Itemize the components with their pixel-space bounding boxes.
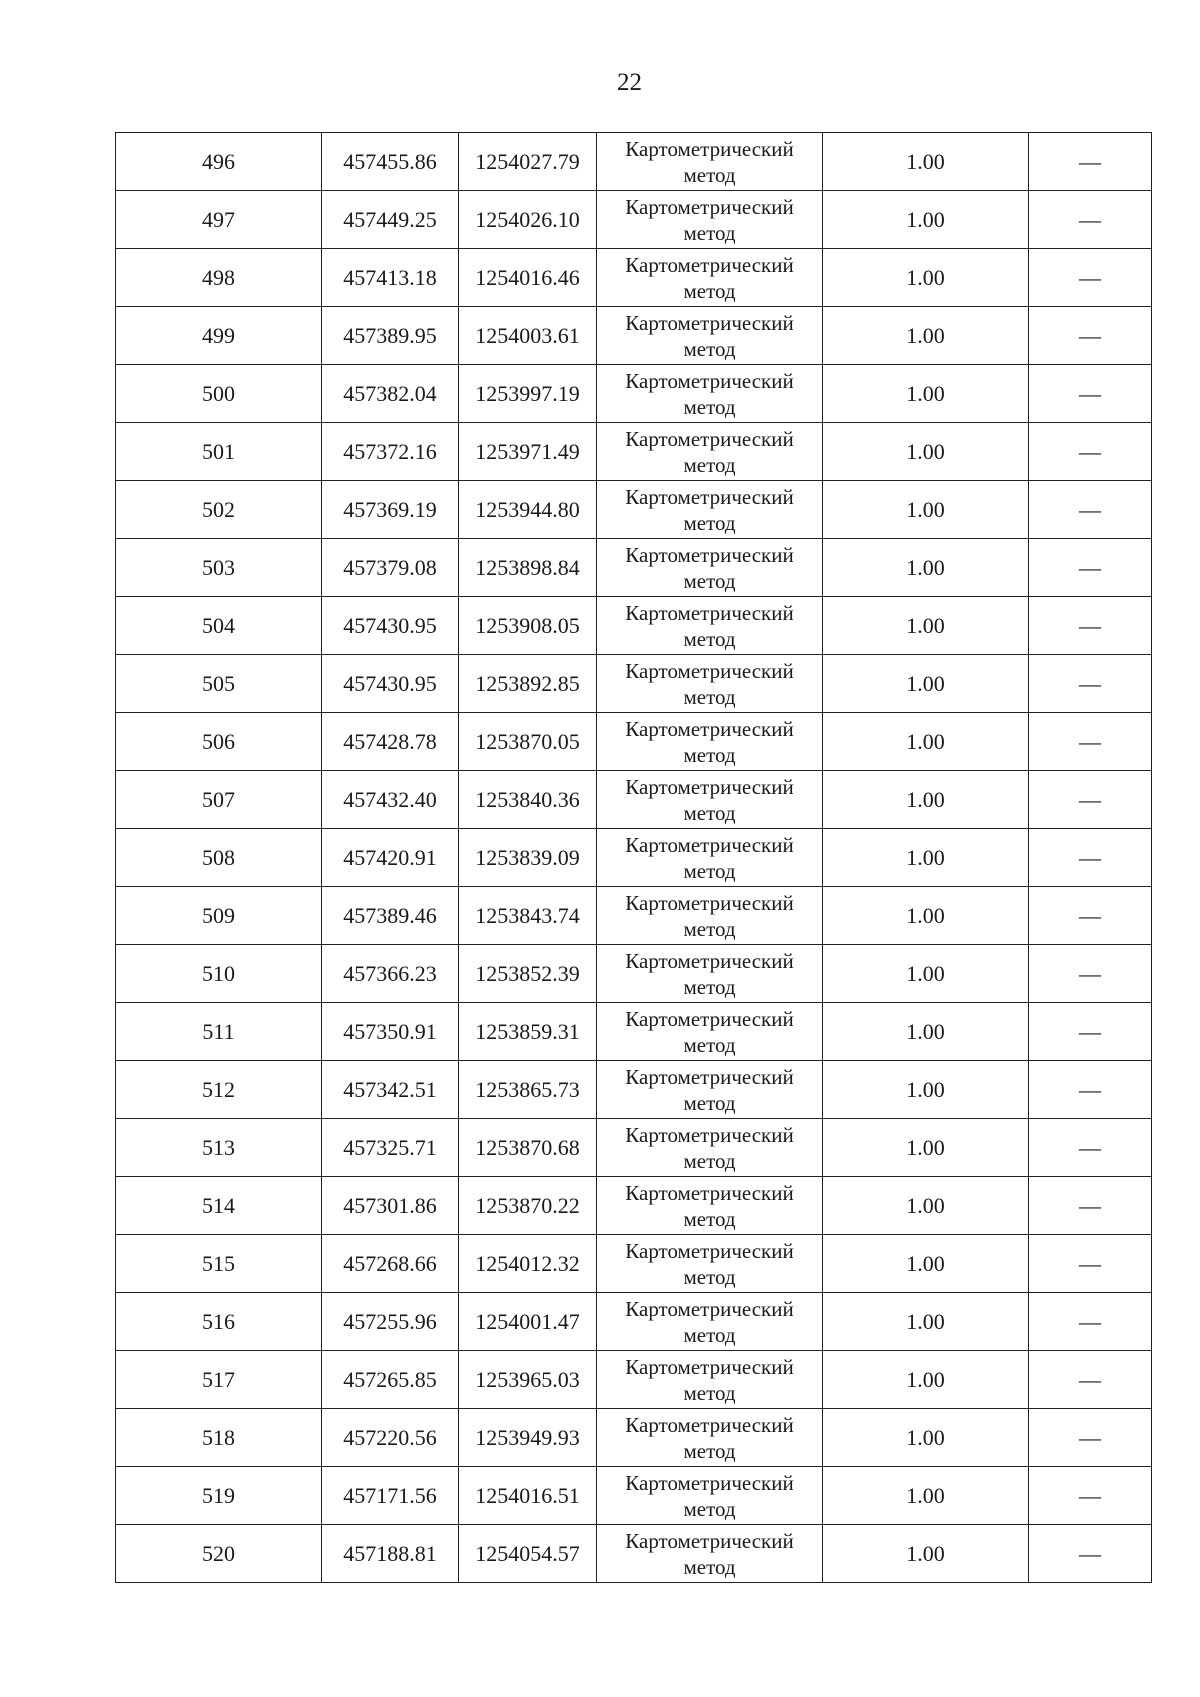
description-cell: — bbox=[1029, 249, 1152, 307]
description-cell: — bbox=[1029, 1467, 1152, 1525]
method-cell bbox=[597, 713, 823, 771]
method-cell bbox=[597, 1177, 823, 1235]
method-line-2: метод bbox=[683, 510, 736, 535]
y-coordinate-cell: 1254054.57 bbox=[459, 1525, 597, 1583]
method-cell bbox=[597, 133, 823, 191]
accuracy-cell: 1.00 bbox=[823, 713, 1029, 771]
y-coordinate-cell: 1254016.46 bbox=[459, 249, 597, 307]
y-coordinate-cell: 1253852.39 bbox=[459, 945, 597, 1003]
method-line-1: Картометрический bbox=[625, 832, 794, 857]
method-line-1: Картометрический bbox=[625, 1412, 794, 1437]
description-cell: — bbox=[1029, 1061, 1152, 1119]
point-number-cell: 507 bbox=[116, 771, 322, 829]
x-coordinate-cell: 457389.95 bbox=[322, 307, 459, 365]
table-row bbox=[116, 133, 1152, 191]
method-line-1: Картометрический bbox=[625, 1528, 794, 1553]
accuracy-cell: 1.00 bbox=[823, 1293, 1029, 1351]
table-row bbox=[116, 539, 1152, 597]
accuracy-cell: 1.00 bbox=[823, 655, 1029, 713]
description-cell: — bbox=[1029, 887, 1152, 945]
method-cell bbox=[597, 1293, 823, 1351]
table-row bbox=[116, 481, 1152, 539]
y-coordinate-cell: 1253859.31 bbox=[459, 1003, 597, 1061]
x-coordinate-cell: 457366.23 bbox=[322, 945, 459, 1003]
point-number-cell: 500 bbox=[116, 365, 322, 423]
table-row bbox=[116, 1467, 1152, 1525]
description-cell: — bbox=[1029, 1119, 1152, 1177]
x-coordinate-cell: 457350.91 bbox=[322, 1003, 459, 1061]
description-cell: — bbox=[1029, 1409, 1152, 1467]
y-coordinate-cell: 1253840.36 bbox=[459, 771, 597, 829]
y-coordinate-cell: 1253892.85 bbox=[459, 655, 597, 713]
method-line-2: метод bbox=[683, 974, 736, 999]
coordinates-table bbox=[115, 132, 1152, 1583]
point-number-cell: 509 bbox=[116, 887, 322, 945]
x-coordinate-cell: 457420.91 bbox=[322, 829, 459, 887]
point-number-cell: 503 bbox=[116, 539, 322, 597]
method-line-2: метод bbox=[683, 916, 736, 941]
description-cell: — bbox=[1029, 1525, 1152, 1583]
description-cell: — bbox=[1029, 1235, 1152, 1293]
x-coordinate-cell: 457220.56 bbox=[322, 1409, 459, 1467]
table-row bbox=[116, 597, 1152, 655]
accuracy-cell: 1.00 bbox=[823, 1235, 1029, 1293]
table-row bbox=[116, 423, 1152, 481]
y-coordinate-cell: 1253971.49 bbox=[459, 423, 597, 481]
method-line-2: метод bbox=[683, 1496, 736, 1521]
method-line-2: метод bbox=[683, 1148, 736, 1173]
method-line-1: Картометрический bbox=[625, 1354, 794, 1379]
method-line-1: Картометрический bbox=[625, 1006, 794, 1031]
table-body bbox=[116, 133, 1152, 1583]
description-cell: — bbox=[1029, 307, 1152, 365]
point-number-cell: 510 bbox=[116, 945, 322, 1003]
accuracy-cell: 1.00 bbox=[823, 1351, 1029, 1409]
method-cell bbox=[597, 1409, 823, 1467]
table-row bbox=[116, 829, 1152, 887]
table-row bbox=[116, 191, 1152, 249]
x-coordinate-cell: 457389.46 bbox=[322, 887, 459, 945]
point-number-cell: 520 bbox=[116, 1525, 322, 1583]
method-line-2: метод bbox=[683, 1032, 736, 1057]
point-number-cell: 502 bbox=[116, 481, 322, 539]
accuracy-cell: 1.00 bbox=[823, 423, 1029, 481]
method-line-1: Картометрический bbox=[625, 1180, 794, 1205]
method-line-1: Картометрический bbox=[625, 542, 794, 567]
method-line-2: метод bbox=[683, 1554, 736, 1579]
y-coordinate-cell: 1254001.47 bbox=[459, 1293, 597, 1351]
method-cell bbox=[597, 481, 823, 539]
description-cell: — bbox=[1029, 829, 1152, 887]
accuracy-cell: 1.00 bbox=[823, 945, 1029, 1003]
description-cell: — bbox=[1029, 1003, 1152, 1061]
x-coordinate-cell: 457342.51 bbox=[322, 1061, 459, 1119]
method-line-2: метод bbox=[683, 800, 736, 825]
method-line-2: метод bbox=[683, 858, 736, 883]
point-number-cell: 498 bbox=[116, 249, 322, 307]
method-line-1: Картометрический bbox=[625, 484, 794, 509]
accuracy-cell: 1.00 bbox=[823, 133, 1029, 191]
x-coordinate-cell: 457255.96 bbox=[322, 1293, 459, 1351]
method-cell bbox=[597, 1525, 823, 1583]
point-number-cell: 497 bbox=[116, 191, 322, 249]
description-cell: — bbox=[1029, 713, 1152, 771]
method-cell bbox=[597, 1119, 823, 1177]
description-cell: — bbox=[1029, 1293, 1152, 1351]
accuracy-cell: 1.00 bbox=[823, 365, 1029, 423]
method-line-1: Картометрический bbox=[625, 774, 794, 799]
table-row bbox=[116, 771, 1152, 829]
point-number-cell: 501 bbox=[116, 423, 322, 481]
method-line-2: метод bbox=[683, 1206, 736, 1231]
y-coordinate-cell: 1254016.51 bbox=[459, 1467, 597, 1525]
method-line-2: метод bbox=[683, 336, 736, 361]
point-number-cell: 496 bbox=[116, 133, 322, 191]
method-cell bbox=[597, 1235, 823, 1293]
table-row bbox=[116, 1293, 1152, 1351]
table-row bbox=[116, 655, 1152, 713]
y-coordinate-cell: 1254003.61 bbox=[459, 307, 597, 365]
method-cell bbox=[597, 539, 823, 597]
method-line-2: метод bbox=[683, 452, 736, 477]
method-cell bbox=[597, 945, 823, 1003]
point-number-cell: 519 bbox=[116, 1467, 322, 1525]
point-number-cell: 499 bbox=[116, 307, 322, 365]
accuracy-cell: 1.00 bbox=[823, 1177, 1029, 1235]
method-cell bbox=[597, 771, 823, 829]
point-number-cell: 515 bbox=[116, 1235, 322, 1293]
table-row bbox=[116, 249, 1152, 307]
method-cell bbox=[597, 307, 823, 365]
point-number-cell: 518 bbox=[116, 1409, 322, 1467]
y-coordinate-cell: 1254012.32 bbox=[459, 1235, 597, 1293]
y-coordinate-cell: 1253870.68 bbox=[459, 1119, 597, 1177]
method-cell bbox=[597, 1467, 823, 1525]
x-coordinate-cell: 457432.40 bbox=[322, 771, 459, 829]
description-cell: — bbox=[1029, 771, 1152, 829]
description-cell: — bbox=[1029, 1177, 1152, 1235]
method-line-1: Картометрический bbox=[625, 890, 794, 915]
point-number-cell: 517 bbox=[116, 1351, 322, 1409]
y-coordinate-cell: 1253965.03 bbox=[459, 1351, 597, 1409]
method-line-1: Картометрический bbox=[625, 658, 794, 683]
description-cell: — bbox=[1029, 191, 1152, 249]
method-line-1: Картометрический bbox=[625, 368, 794, 393]
accuracy-cell: 1.00 bbox=[823, 481, 1029, 539]
table-row bbox=[116, 307, 1152, 365]
x-coordinate-cell: 457428.78 bbox=[322, 713, 459, 771]
description-cell: — bbox=[1029, 1351, 1152, 1409]
method-cell bbox=[597, 249, 823, 307]
table-row bbox=[116, 365, 1152, 423]
method-line-1: Картометрический bbox=[625, 1238, 794, 1263]
method-line-2: метод bbox=[683, 162, 736, 187]
method-line-2: метод bbox=[683, 394, 736, 419]
accuracy-cell: 1.00 bbox=[823, 829, 1029, 887]
description-cell: — bbox=[1029, 945, 1152, 1003]
accuracy-cell: 1.00 bbox=[823, 771, 1029, 829]
table-row bbox=[116, 1525, 1152, 1583]
table-row bbox=[116, 713, 1152, 771]
method-cell bbox=[597, 1003, 823, 1061]
method-line-2: метод bbox=[683, 1322, 736, 1347]
description-cell: — bbox=[1029, 655, 1152, 713]
x-coordinate-cell: 457382.04 bbox=[322, 365, 459, 423]
method-cell bbox=[597, 365, 823, 423]
method-line-1: Картометрический bbox=[625, 426, 794, 451]
y-coordinate-cell: 1253843.74 bbox=[459, 887, 597, 945]
x-coordinate-cell: 457372.16 bbox=[322, 423, 459, 481]
y-coordinate-cell: 1253898.84 bbox=[459, 539, 597, 597]
y-coordinate-cell: 1253908.05 bbox=[459, 597, 597, 655]
point-number-cell: 504 bbox=[116, 597, 322, 655]
accuracy-cell: 1.00 bbox=[823, 249, 1029, 307]
method-cell bbox=[597, 191, 823, 249]
y-coordinate-cell: 1253944.80 bbox=[459, 481, 597, 539]
point-number-cell: 508 bbox=[116, 829, 322, 887]
description-cell: — bbox=[1029, 539, 1152, 597]
method-line-1: Картометрический bbox=[625, 136, 794, 161]
method-cell bbox=[597, 597, 823, 655]
method-cell bbox=[597, 1351, 823, 1409]
y-coordinate-cell: 1253839.09 bbox=[459, 829, 597, 887]
table-row bbox=[116, 887, 1152, 945]
description-cell: — bbox=[1029, 365, 1152, 423]
accuracy-cell: 1.00 bbox=[823, 1525, 1029, 1583]
table-row bbox=[116, 1119, 1152, 1177]
method-line-1: Картометрический bbox=[625, 948, 794, 973]
page-number: 22 bbox=[617, 69, 642, 96]
x-coordinate-cell: 457265.85 bbox=[322, 1351, 459, 1409]
description-cell: — bbox=[1029, 597, 1152, 655]
method-line-2: метод bbox=[683, 626, 736, 651]
y-coordinate-cell: 1253949.93 bbox=[459, 1409, 597, 1467]
method-line-1: Картометрический bbox=[625, 600, 794, 625]
point-number-cell: 506 bbox=[116, 713, 322, 771]
x-coordinate-cell: 457449.25 bbox=[322, 191, 459, 249]
table-row bbox=[116, 1061, 1152, 1119]
y-coordinate-cell: 1253997.19 bbox=[459, 365, 597, 423]
method-cell bbox=[597, 887, 823, 945]
table-row bbox=[116, 1235, 1152, 1293]
y-coordinate-cell: 1254027.79 bbox=[459, 133, 597, 191]
x-coordinate-cell: 457369.19 bbox=[322, 481, 459, 539]
point-number-cell: 512 bbox=[116, 1061, 322, 1119]
table-row bbox=[116, 1351, 1152, 1409]
method-line-2: метод bbox=[683, 220, 736, 245]
accuracy-cell: 1.00 bbox=[823, 191, 1029, 249]
table-row bbox=[116, 1177, 1152, 1235]
x-coordinate-cell: 457325.71 bbox=[322, 1119, 459, 1177]
accuracy-cell: 1.00 bbox=[823, 597, 1029, 655]
point-number-cell: 514 bbox=[116, 1177, 322, 1235]
method-line-2: метод bbox=[683, 1264, 736, 1289]
method-cell bbox=[597, 423, 823, 481]
x-coordinate-cell: 457188.81 bbox=[322, 1525, 459, 1583]
method-line-1: Картометрический bbox=[625, 252, 794, 277]
method-line-2: метод bbox=[683, 742, 736, 767]
method-line-2: метод bbox=[683, 1090, 736, 1115]
method-line-1: Картометрический bbox=[625, 1296, 794, 1321]
method-line-1: Картометрический bbox=[625, 1122, 794, 1147]
accuracy-cell: 1.00 bbox=[823, 1119, 1029, 1177]
description-cell: — bbox=[1029, 133, 1152, 191]
table-row bbox=[116, 945, 1152, 1003]
accuracy-cell: 1.00 bbox=[823, 539, 1029, 597]
method-cell bbox=[597, 1061, 823, 1119]
x-coordinate-cell: 457171.56 bbox=[322, 1467, 459, 1525]
point-number-cell: 513 bbox=[116, 1119, 322, 1177]
method-line-1: Картометрический bbox=[625, 1470, 794, 1495]
description-cell: — bbox=[1029, 423, 1152, 481]
accuracy-cell: 1.00 bbox=[823, 1467, 1029, 1525]
y-coordinate-cell: 1253870.05 bbox=[459, 713, 597, 771]
method-line-2: метод bbox=[683, 684, 736, 709]
accuracy-cell: 1.00 bbox=[823, 887, 1029, 945]
y-coordinate-cell: 1254026.10 bbox=[459, 191, 597, 249]
x-coordinate-cell: 457268.66 bbox=[322, 1235, 459, 1293]
table-row bbox=[116, 1409, 1152, 1467]
method-line-2: метод bbox=[683, 568, 736, 593]
point-number-cell: 505 bbox=[116, 655, 322, 713]
accuracy-cell: 1.00 bbox=[823, 307, 1029, 365]
method-cell bbox=[597, 655, 823, 713]
description-cell: — bbox=[1029, 481, 1152, 539]
method-line-1: Картометрический bbox=[625, 194, 794, 219]
table-row bbox=[116, 1003, 1152, 1061]
y-coordinate-cell: 1253870.22 bbox=[459, 1177, 597, 1235]
x-coordinate-cell: 457379.08 bbox=[322, 539, 459, 597]
method-line-1: Картометрический bbox=[625, 716, 794, 741]
accuracy-cell: 1.00 bbox=[823, 1003, 1029, 1061]
point-number-cell: 511 bbox=[116, 1003, 322, 1061]
method-line-1: Картометрический bbox=[625, 310, 794, 335]
accuracy-cell: 1.00 bbox=[823, 1409, 1029, 1467]
method-line-2: метод bbox=[683, 1380, 736, 1405]
x-coordinate-cell: 457413.18 bbox=[322, 249, 459, 307]
x-coordinate-cell: 457301.86 bbox=[322, 1177, 459, 1235]
y-coordinate-cell: 1253865.73 bbox=[459, 1061, 597, 1119]
accuracy-cell: 1.00 bbox=[823, 1061, 1029, 1119]
x-coordinate-cell: 457455.86 bbox=[322, 133, 459, 191]
method-line-2: метод bbox=[683, 1438, 736, 1463]
x-coordinate-cell: 457430.95 bbox=[322, 655, 459, 713]
point-number-cell: 516 bbox=[116, 1293, 322, 1351]
method-cell bbox=[597, 829, 823, 887]
x-coordinate-cell: 457430.95 bbox=[322, 597, 459, 655]
method-line-1: Картометрический bbox=[625, 1064, 794, 1089]
method-line-2: метод bbox=[683, 278, 736, 303]
